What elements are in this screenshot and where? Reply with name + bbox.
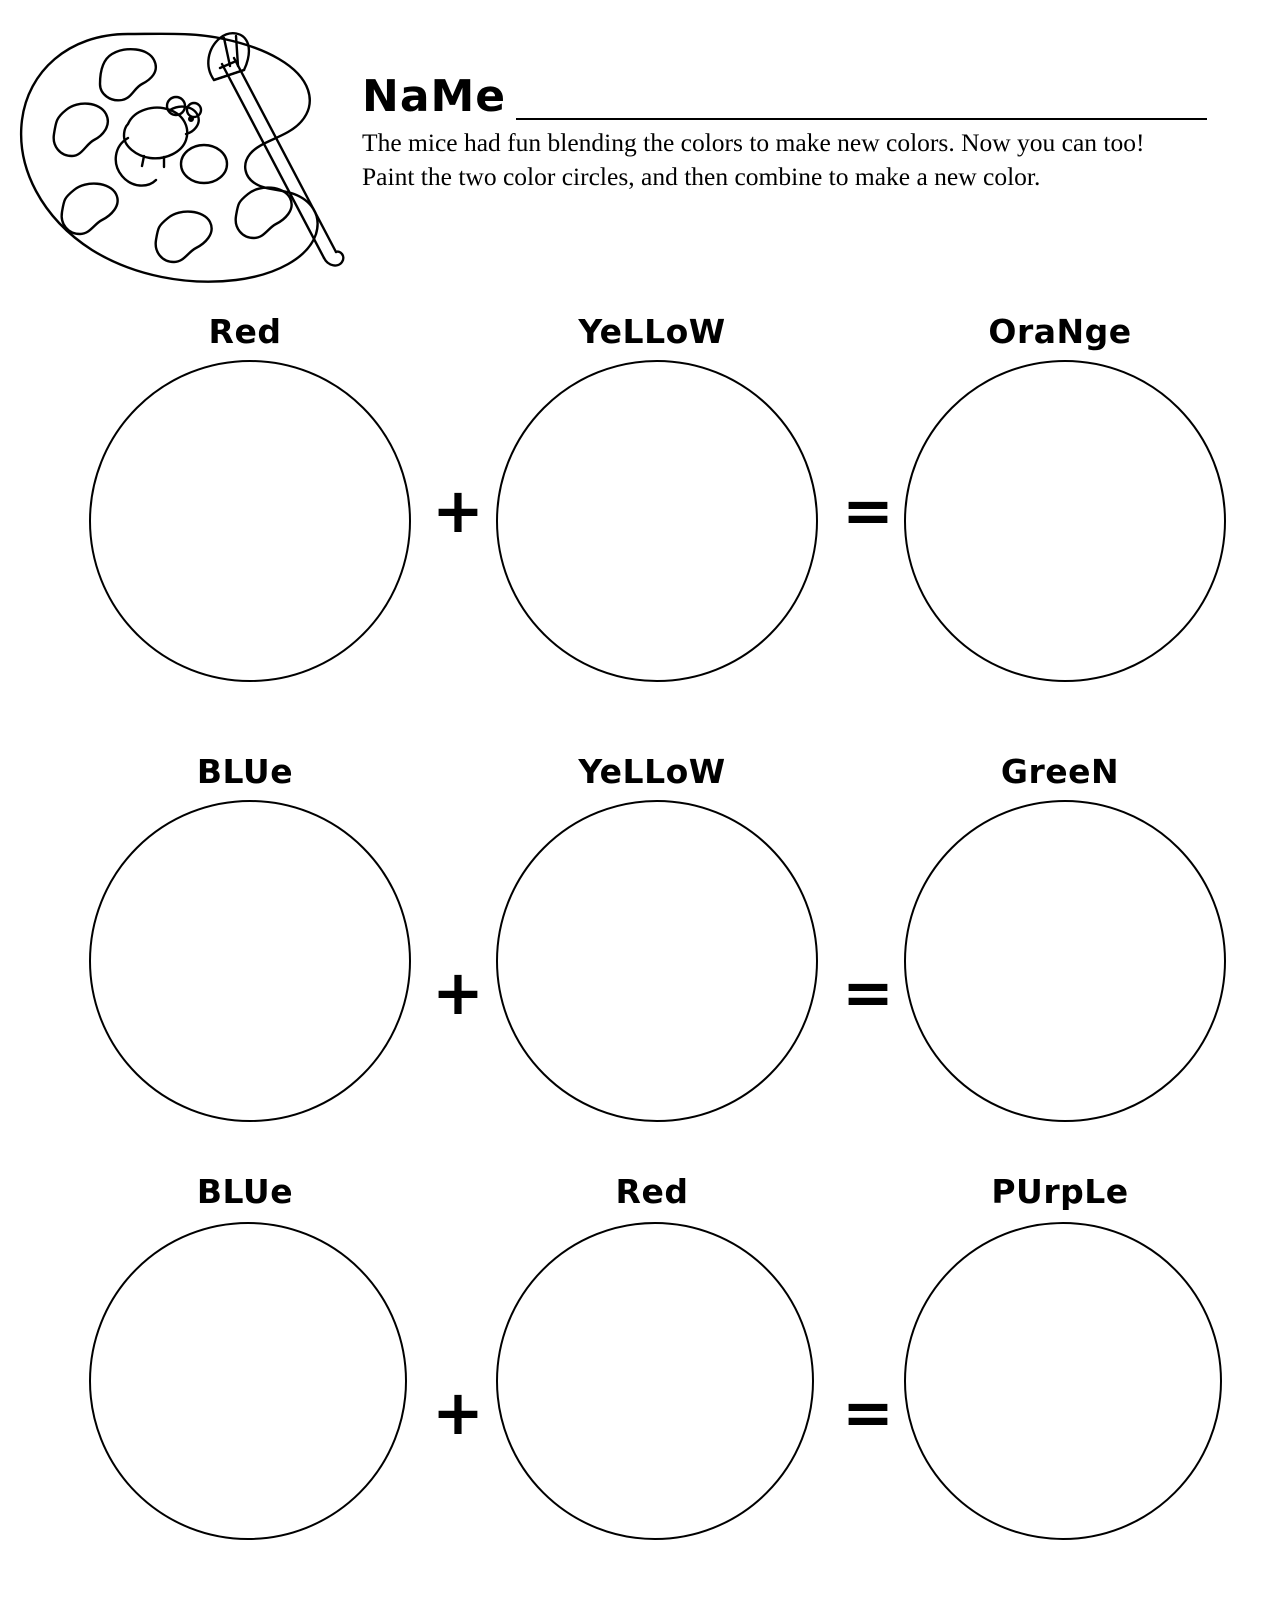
plus-sign: + xyxy=(432,956,484,1029)
equals-sign: = xyxy=(842,474,894,547)
color-cell-result xyxy=(890,1160,1230,1570)
name-row xyxy=(362,58,1207,120)
equation-row xyxy=(0,740,1270,1160)
color-label: PUrpLe xyxy=(991,1172,1129,1211)
paint-palette-with-mouse-and-brush-illustration xyxy=(8,18,358,288)
color-label: Red xyxy=(615,1172,689,1211)
color-cell-result xyxy=(890,300,1230,710)
equals-sign: = xyxy=(842,1376,894,1449)
name-label: NaMe xyxy=(362,71,507,122)
color-label: GreeN xyxy=(1000,752,1120,791)
color-cell-b xyxy=(482,740,822,1150)
paint-circle[interactable] xyxy=(89,1222,407,1540)
color-label: BLUe xyxy=(196,1172,294,1211)
color-label: YeLLoW xyxy=(578,752,726,791)
worksheet-header xyxy=(0,0,1270,300)
color-label: Red xyxy=(208,312,282,351)
color-cell-b xyxy=(482,300,822,710)
plus-sign: + xyxy=(432,474,484,547)
color-cell-a xyxy=(75,740,415,1150)
paint-circle[interactable] xyxy=(496,800,818,1122)
paint-circle[interactable] xyxy=(496,1222,814,1540)
plus-sign: + xyxy=(432,1376,484,1449)
instructions-text: The mice had fun blending the colors to make new colors. Now you can too! Paint the two color circles, and then combine to make a new color. xyxy=(362,128,1145,191)
color-cell-a xyxy=(75,300,415,710)
name-block xyxy=(362,58,1207,194)
name-write-in-line[interactable] xyxy=(516,72,1207,120)
color-cell-b xyxy=(482,1160,822,1570)
paint-circle[interactable] xyxy=(496,360,818,682)
paint-circle[interactable] xyxy=(89,800,411,1122)
equation-row xyxy=(0,1160,1270,1580)
paint-circle[interactable] xyxy=(89,360,411,682)
equals-sign: = xyxy=(842,956,894,1029)
color-label: OraNge xyxy=(988,312,1132,351)
color-cell-result xyxy=(890,740,1230,1150)
paint-circle[interactable] xyxy=(904,800,1226,1122)
equation-row xyxy=(0,300,1270,720)
paint-circle[interactable] xyxy=(904,360,1226,682)
color-label: YeLLoW xyxy=(578,312,726,351)
paint-circle[interactable] xyxy=(904,1222,1222,1540)
color-label: BLUe xyxy=(196,752,294,791)
color-cell-a xyxy=(75,1160,415,1570)
